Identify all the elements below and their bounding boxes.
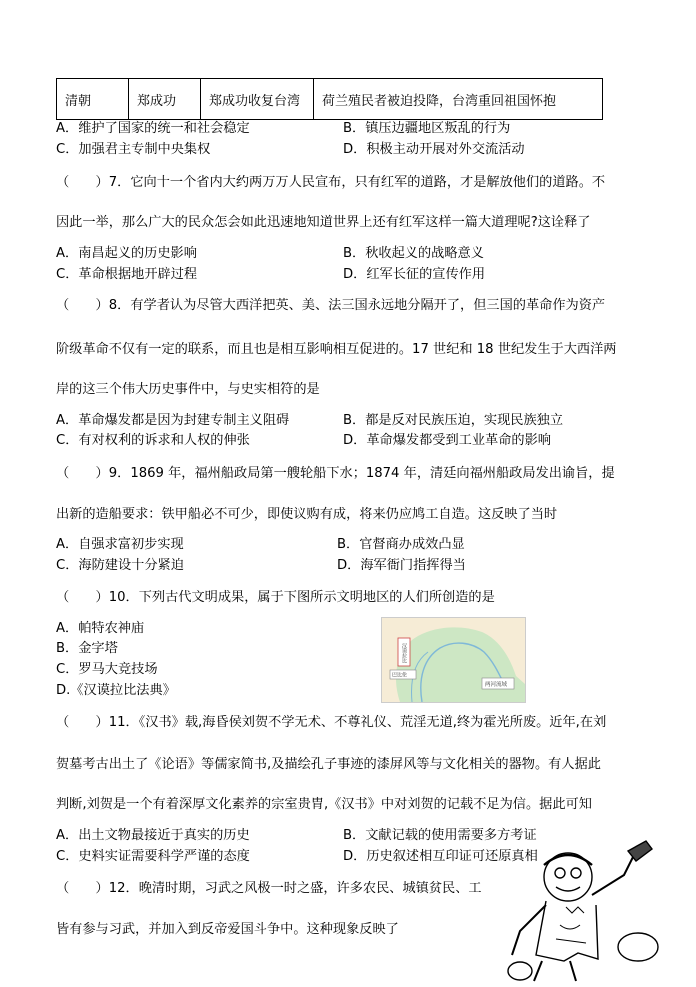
q6-option-d: D．积极主动开展对外交流活动 bbox=[343, 142, 525, 157]
cartoon-arm bbox=[592, 855, 634, 895]
q11-stem-line1: （ ）11．《汉书》载,海昏侯刘贺不学无术、不尊礼仪、荒淫无道,终为霍光所废。近年,在刘 bbox=[56, 715, 607, 730]
cartoon-body bbox=[536, 901, 598, 961]
cartoon-speech-bubble bbox=[618, 933, 658, 961]
q11-option-c: C．史料实证需要科学严谨的态度 bbox=[56, 849, 250, 864]
cartoon-legs bbox=[534, 961, 576, 981]
q6-option-b: B．镇压边疆地区叛乱的行为 bbox=[343, 121, 511, 136]
q11-option-a: A．出土文物最接近于真实的历史 bbox=[56, 828, 250, 843]
q8-option-b: B．都是反对民族压迫，实现民族独立 bbox=[343, 413, 564, 428]
q9-option-d: D．海军衙门指挥得当 bbox=[337, 558, 466, 573]
q12-stem-line2: 皆有参与习武，并加入到反帝爱国斗争中。这种现象反映了 bbox=[56, 922, 399, 937]
cartoon-graphic bbox=[506, 835, 666, 983]
q9-stem-line2: 出新的造船要求：铁甲船必不可少，即使议购有成，将来仍应鸠工自造。这反映了当时 bbox=[56, 507, 558, 522]
q8-stem-line1: （ ）8．有学者认为尽管大西洋把英、美、法三国永远地分隔开了，但三国的革命作为资产 bbox=[56, 298, 606, 313]
map-label: 汉谟拉比 bbox=[401, 643, 407, 663]
q6-option-a: A．维护了国家的统一和社会稳定 bbox=[56, 121, 250, 136]
q7-option-b: B．秋收起义的战略意义 bbox=[343, 246, 484, 261]
q11-stem-line3: 判断,刘贺是一个有着深厚文化素养的宗室贵胄,《汉书》中对刘贺的记载不足为信。据此可知 bbox=[56, 797, 592, 812]
q11-option-b: B．文献记载的使用需要多方考证 bbox=[343, 828, 537, 843]
map-graphic bbox=[382, 618, 525, 702]
cartoon-headband bbox=[544, 855, 592, 865]
q10-option-c: C．罗马大竞技场 bbox=[56, 662, 158, 677]
cartoon-eye bbox=[571, 868, 581, 878]
cartoon-speech-bubble bbox=[508, 962, 532, 980]
q8-stem-line2: 阶级革命不仅有一定的联系，而且也是相互影响相互促进的。17 世纪和 18 世纪发生于大西洋两 bbox=[56, 342, 617, 357]
q6-option-c: C．加强君主专制中央集权 bbox=[56, 142, 211, 157]
q7-option-a: A．南昌起义的历史影响 bbox=[56, 246, 197, 261]
table-cell: 清朝 bbox=[57, 79, 129, 120]
q12-stem-line1: （ ）12．晚清时期，习武之风极一时之盛，许多农民、城镇贫民、工 bbox=[56, 881, 482, 896]
q9-option-a: A．自强求富初步实现 bbox=[56, 537, 184, 552]
cartoon-clothing-detail bbox=[556, 907, 586, 943]
q8-option-c: C．有对权利的诉求和人权的伸张 bbox=[56, 433, 250, 448]
map-label: 巴比伦 bbox=[392, 672, 408, 679]
cartoon-mouth bbox=[556, 887, 580, 891]
q10-option-b: B．金字塔 bbox=[56, 641, 118, 656]
table-row bbox=[57, 79, 603, 120]
q9-stem-line1: （ ）9．1869 年，福州船政局第一艘轮船下水；1874 年，清廷向福州船政局发出谕旨，提 bbox=[56, 466, 615, 481]
q8-stem-line3: 岸的这三个伟大历史事件中，与史实相符的是 bbox=[56, 382, 320, 397]
q9-option-b: B．官督商办成效凸显 bbox=[337, 537, 465, 552]
q11-stem-line2: 贺墓考古出土了《论语》等儒家简书,及描绘孔子事迹的漆屏风等与文化相关的器物。有人据此 bbox=[56, 757, 601, 772]
q7-stem-line1: （ ）7．它向十一个省内大约两万万人民宣布，只有红军的道路，才是解放他们的道路。不 bbox=[56, 175, 606, 190]
boxer-cartoon-illustration bbox=[506, 835, 666, 983]
q9-option-c: C．海防建设十分紧迫 bbox=[56, 558, 184, 573]
mesopotamia-map bbox=[381, 617, 526, 703]
map-label: 两河流域 bbox=[485, 682, 508, 688]
q10-option-a: A．帕特农神庙 bbox=[56, 621, 145, 636]
q10-option-d: D.《汉谟拉比法典》 bbox=[56, 683, 176, 698]
history-table bbox=[56, 78, 603, 120]
q8-option-a: A．革命爆发都是因为封建专制主义阻碍 bbox=[56, 413, 290, 428]
table-cell: 郑成功收复台湾 bbox=[201, 79, 314, 120]
table-cell: 郑成功 bbox=[129, 79, 201, 120]
q8-option-d: D．革命爆发都受到工业革命的影响 bbox=[343, 433, 551, 448]
q10-stem-line1: （ ）10．下列古代文明成果，属于下图所示文明地区的人们所创造的是 bbox=[56, 590, 495, 605]
q7-option-d: D．红军长征的宣传作用 bbox=[343, 267, 486, 282]
q7-option-c: C．革命根据地开辟过程 bbox=[56, 267, 198, 282]
table-cell: 荷兰殖民者被迫投降，台湾重回祖国怀抱 bbox=[314, 79, 603, 120]
cartoon-eye bbox=[555, 868, 565, 878]
q11-option-d: D．历史叙述相互印证可还原真相 bbox=[343, 849, 538, 864]
q7-stem-line2: 因此一举，那么广大的民众怎会如此迅速地知道世界上还有红军这样一篇大道理呢?这诠释了 bbox=[56, 215, 591, 230]
